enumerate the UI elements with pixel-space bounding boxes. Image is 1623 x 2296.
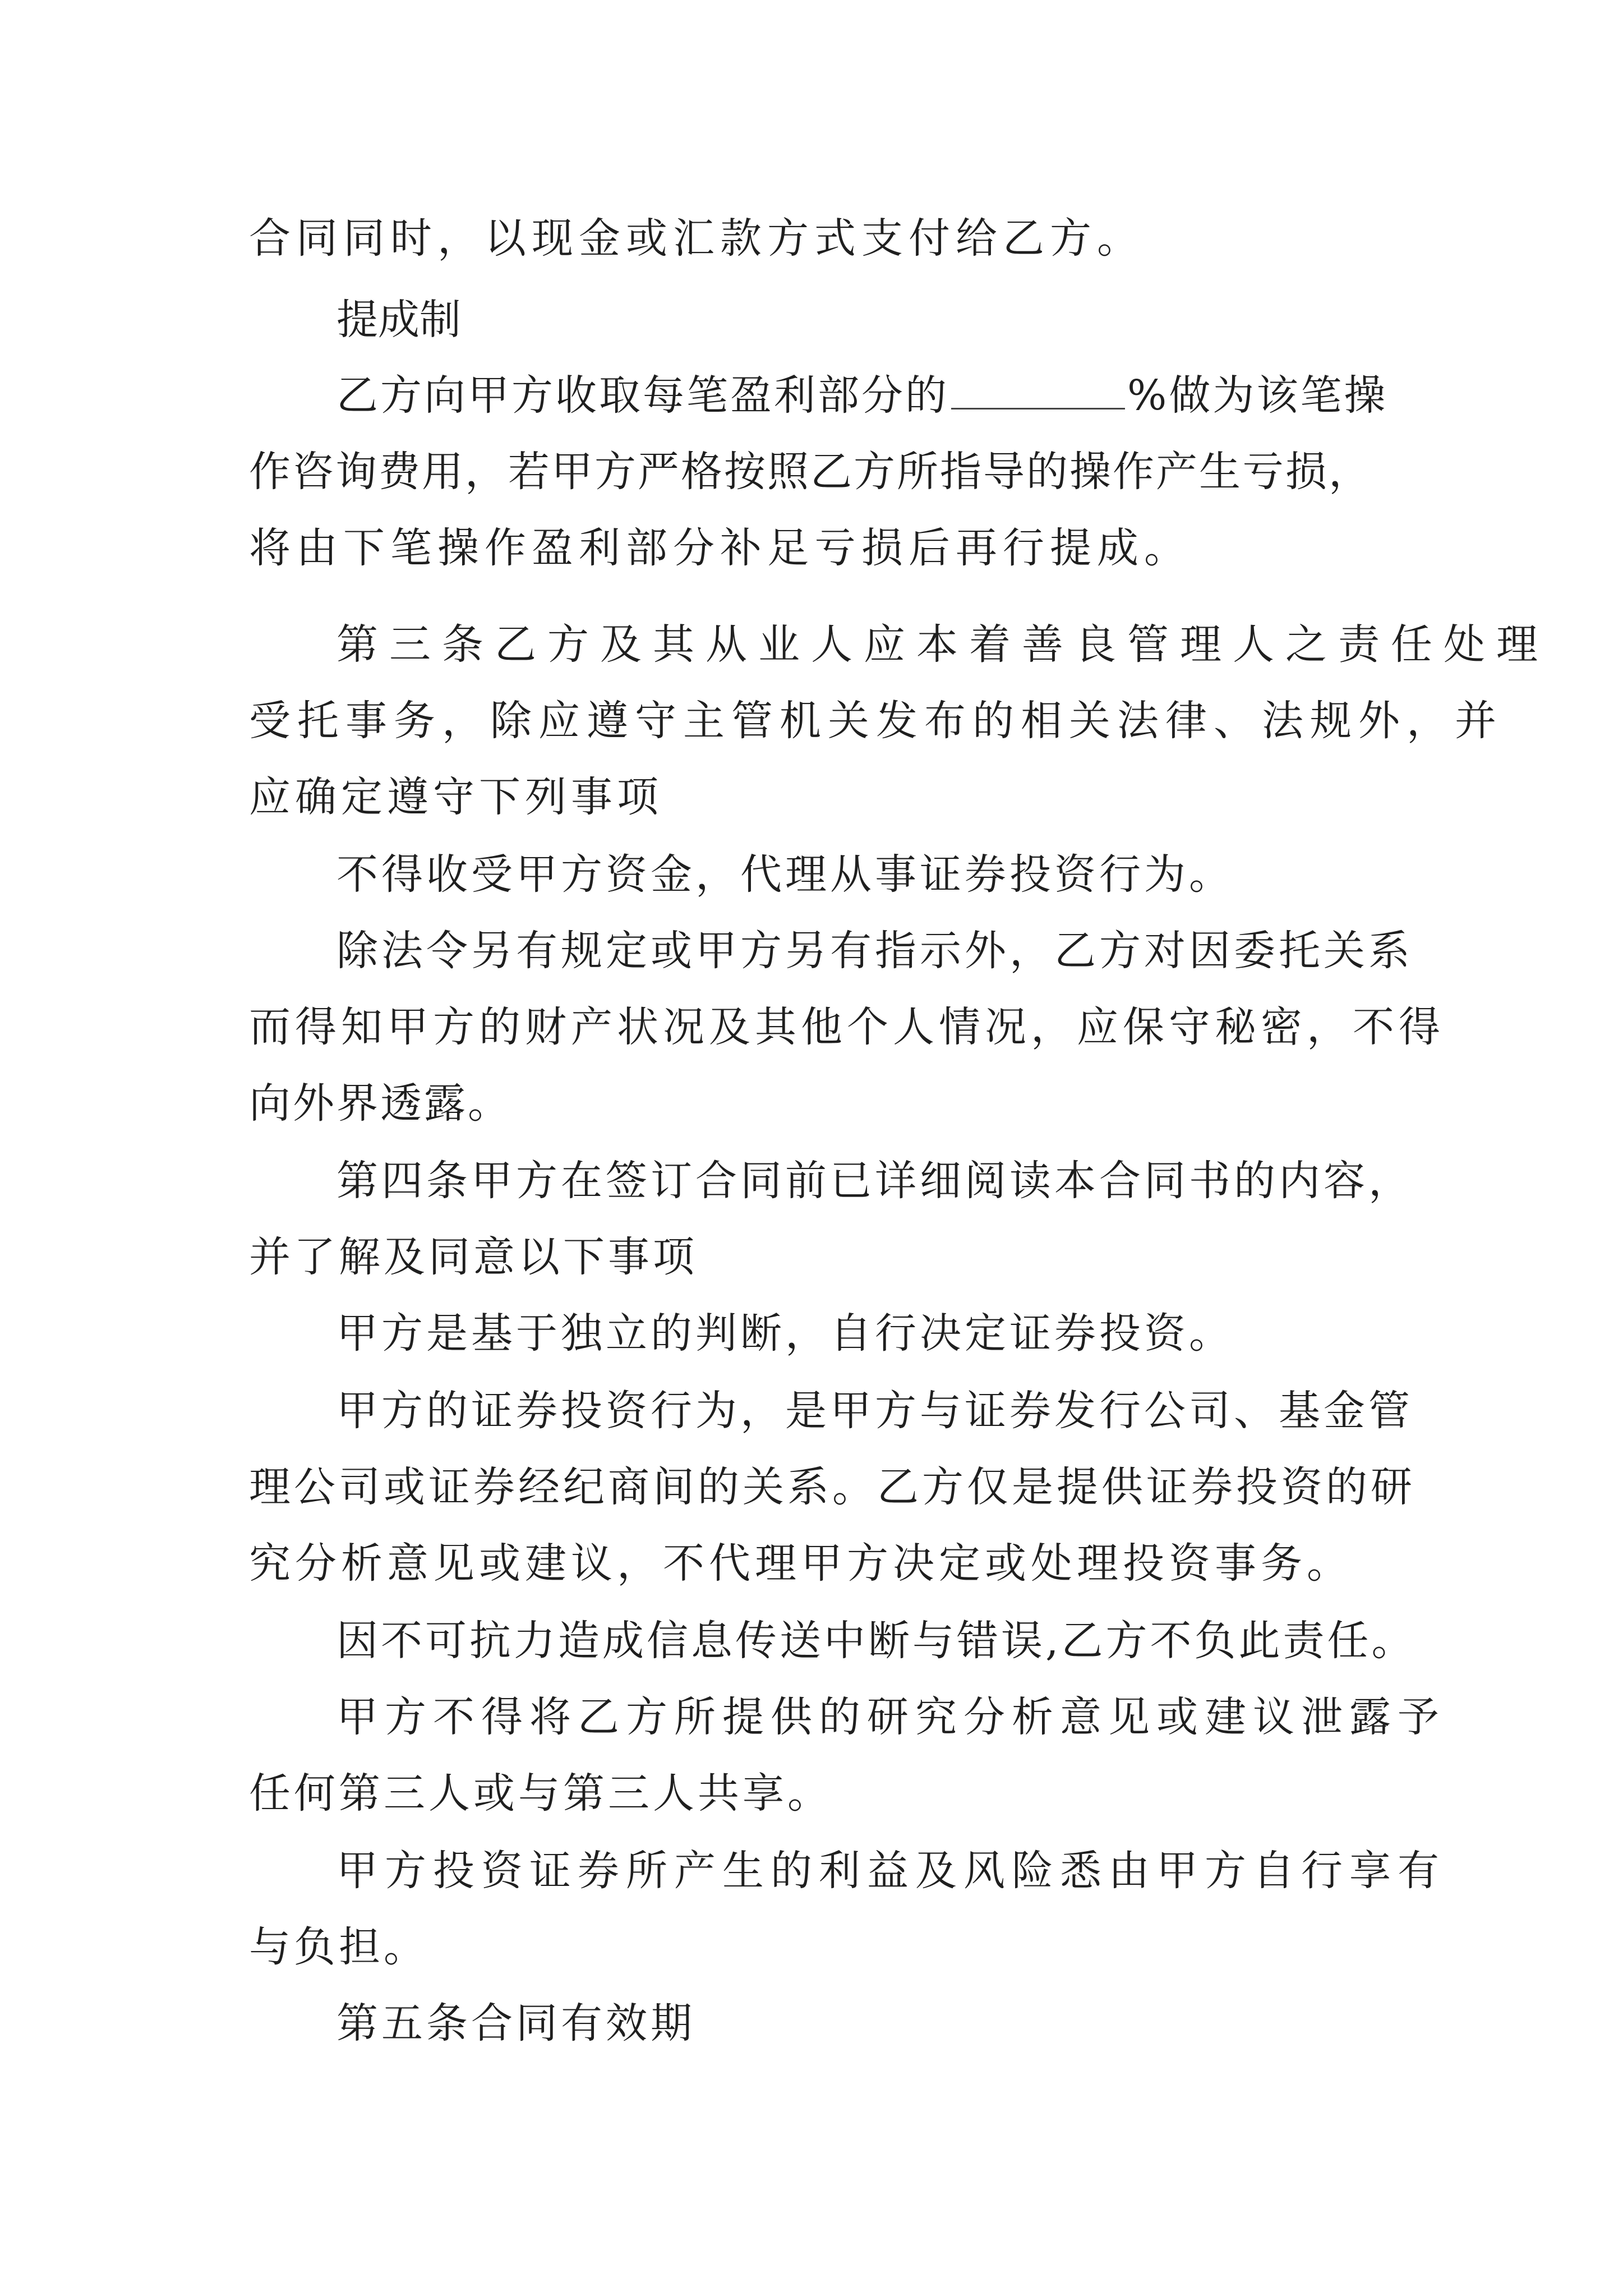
paragraph-line: 理公司或证券经纪商间的关系。乙方仅是提供证券投资的研	[249, 1463, 1415, 1511]
paragraph-line: 甲方投资证券所产生的利益及风险悉由甲方自行享有	[336, 1847, 1446, 1895]
article-heading-3: 第三条乙方及其从业人应本着善良管理人之责任处理	[336, 620, 1549, 669]
paragraph-line: 合同同时，以现金或汇款方式支付给乙方。	[249, 214, 1144, 263]
section-heading: 提成制	[336, 296, 461, 344]
line-text-before-blank: 乙方向甲方收取每笔盈利部分的	[336, 371, 949, 420]
paragraph-line: 作咨询费用，若甲方严格按照乙方所指导的操作产生亏损，	[249, 448, 1372, 496]
paragraph-line: 究分析意见或建议，不代理甲方决定或处理投资事务。	[249, 1539, 1353, 1588]
paragraph-line: 与负担。	[249, 1923, 428, 1971]
paragraph-line: 任何第三人或与第三人共享。	[249, 1769, 832, 1818]
paragraph-line: 而得知甲方的财产状况及其他个人情况，应保守秘密，不得	[249, 1003, 1445, 1051]
paragraph-line: 将由下笔操作盈利部分补足亏损后再行提成。	[249, 524, 1191, 572]
line-text-after-blank: %做为该笔操	[1127, 371, 1388, 420]
paragraph-line-with-blank	[336, 365, 1387, 426]
fill-in-blank	[951, 404, 1125, 409]
paragraph-line: 应确定遵守下列事项	[249, 773, 663, 821]
paragraph-line: 除法令另有规定或甲方另有指示外，乙方对因委托关系	[336, 927, 1413, 975]
paragraph-line: 甲方不得将乙方所提供的研究分析意见或建议泄露予	[336, 1693, 1446, 1741]
article-heading-4: 第四条甲方在签订合同前已详细阅读本合同书的内容，	[336, 1157, 1413, 1205]
paragraph-line: 不得收受甲方资金，代理从事证券投资行为。	[336, 850, 1234, 899]
paragraph-line: 受托事务，除应遵守主管机关发布的相关法律、法规外，并	[249, 697, 1503, 745]
article-heading-5: 第五条合同有效期	[336, 1999, 695, 2047]
paragraph-line: 并了解及同意以下事项	[249, 1233, 698, 1281]
paragraph-line: 甲方是基于独立的判断，自行决定证券投资。	[336, 1309, 1234, 1358]
paragraph-line: 因不可抗力造成信息传送中断与错误,乙方不负此责任。	[336, 1617, 1416, 1665]
paragraph-line: 甲方的证券投资行为，是甲方与证券发行公司、基金管	[336, 1387, 1413, 1435]
paragraph-line: 向外界透露。	[249, 1079, 511, 1128]
